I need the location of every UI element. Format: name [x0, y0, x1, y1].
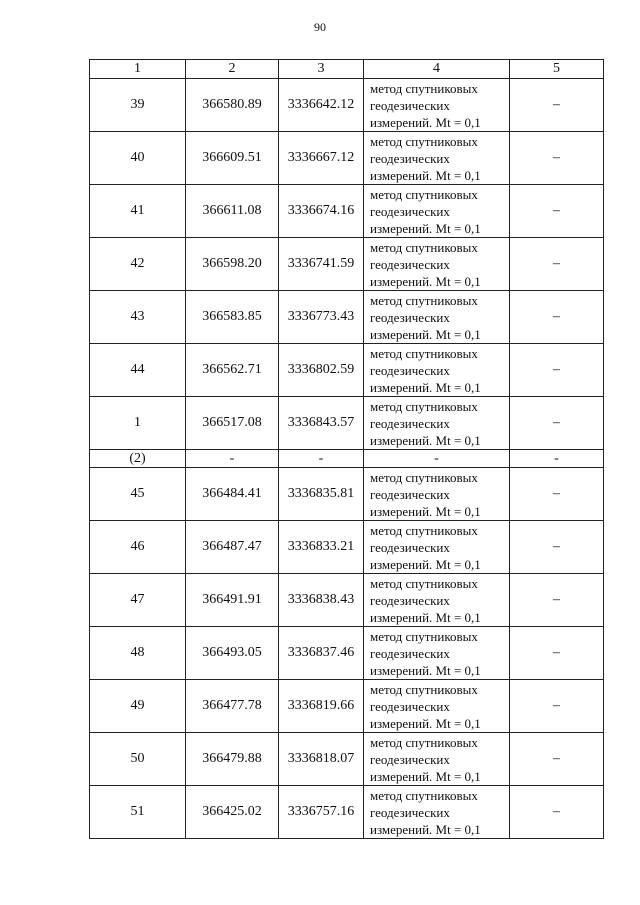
table-row — [90, 574, 604, 627]
coordinates-table — [89, 59, 604, 839]
column-5-cell: – — [510, 344, 604, 397]
method-text-line: метод спутниковых — [370, 133, 478, 149]
x-coordinate-cell: 366487.47 — [186, 521, 279, 574]
header-col-3: 3 — [279, 60, 364, 79]
table-body — [90, 79, 604, 839]
y-coordinate-cell: 3336802.59 — [279, 344, 364, 397]
x-coordinate-cell: 366609.51 — [186, 132, 279, 185]
method-text-line: измерений. Mt = 0,1 — [370, 662, 481, 678]
y-coordinate-cell: 3336674.16 — [279, 185, 364, 238]
point-number-cell: 45 — [90, 468, 186, 521]
column-5-cell: – — [510, 185, 604, 238]
column-5-cell: – — [510, 397, 604, 450]
method-text-line: измерений. Mt = 0,1 — [370, 821, 481, 837]
point-number-cell: 39 — [90, 79, 186, 132]
method-text-line: измерений. Mt = 0,1 — [370, 326, 481, 342]
method-text-line: измерений. Mt = 0,1 — [370, 715, 481, 731]
method-text-line: геодезических — [370, 486, 450, 502]
column-5-cell: – — [510, 786, 604, 839]
method-text-line: измерений. Mt = 0,1 — [370, 167, 481, 183]
method-cell — [364, 574, 510, 627]
method-text-line: измерений. Mt = 0,1 — [370, 220, 481, 236]
y-coordinate-cell: 3336818.07 — [279, 733, 364, 786]
method-text-line: метод спутниковых — [370, 292, 478, 308]
table-row — [90, 680, 604, 733]
y-coordinate-cell: 3336642.12 — [279, 79, 364, 132]
method-text-line: геодезических — [370, 203, 450, 219]
x-coordinate-cell: 366598.20 — [186, 238, 279, 291]
point-number-cell: 48 — [90, 627, 186, 680]
page-number: 90 — [314, 20, 326, 34]
table-row — [90, 79, 604, 132]
point-number-cell: (2) — [90, 450, 186, 468]
y-coordinate-cell: 3336837.46 — [279, 627, 364, 680]
point-number-cell: 1 — [90, 397, 186, 450]
method-cell: - — [364, 450, 510, 468]
column-5-cell: – — [510, 574, 604, 627]
point-number-cell: 46 — [90, 521, 186, 574]
table-row — [90, 238, 604, 291]
method-text-line: метод спутниковых — [370, 186, 478, 202]
table-row — [90, 132, 604, 185]
method-cell — [364, 680, 510, 733]
column-5-cell: – — [510, 627, 604, 680]
header-col-5: 5 — [510, 60, 604, 79]
point-number-cell: 41 — [90, 185, 186, 238]
method-cell — [364, 291, 510, 344]
column-5-cell: – — [510, 468, 604, 521]
method-text-line: метод спутниковых — [370, 628, 478, 644]
method-text-line: метод спутниковых — [370, 681, 478, 697]
y-coordinate-cell: 3336819.66 — [279, 680, 364, 733]
method-text-line: метод спутниковых — [370, 469, 478, 485]
method-cell — [364, 468, 510, 521]
method-text-line: измерений. Mt = 0,1 — [370, 556, 481, 572]
method-cell — [364, 397, 510, 450]
method-cell — [364, 627, 510, 680]
point-number-cell: 42 — [90, 238, 186, 291]
method-text-line: метод спутниковых — [370, 787, 478, 803]
y-coordinate-cell: 3336667.12 — [279, 132, 364, 185]
x-coordinate-cell: 366484.41 — [186, 468, 279, 521]
method-text-line: измерений. Mt = 0,1 — [370, 273, 481, 289]
point-number-cell: 44 — [90, 344, 186, 397]
method-cell — [364, 786, 510, 839]
method-cell — [364, 521, 510, 574]
method-text-line: метод спутниковых — [370, 398, 478, 414]
x-coordinate-cell: - — [186, 450, 279, 468]
table-row — [90, 344, 604, 397]
method-text-line: метод спутниковых — [370, 345, 478, 361]
method-cell — [364, 238, 510, 291]
x-coordinate-cell: 366425.02 — [186, 786, 279, 839]
method-text-line: геодезических — [370, 645, 450, 661]
y-coordinate-cell: 3336773.43 — [279, 291, 364, 344]
method-cell — [364, 344, 510, 397]
point-number-cell: 47 — [90, 574, 186, 627]
table-row — [90, 397, 604, 450]
table-row — [90, 291, 604, 344]
method-cell — [364, 79, 510, 132]
x-coordinate-cell: 366611.08 — [186, 185, 279, 238]
method-text-line: геодезических — [370, 415, 450, 431]
header-col-2: 2 — [186, 60, 279, 79]
method-cell — [364, 185, 510, 238]
method-cell — [364, 733, 510, 786]
column-5-cell: – — [510, 680, 604, 733]
table-row — [90, 733, 604, 786]
x-coordinate-cell: 366580.89 — [186, 79, 279, 132]
y-coordinate-cell: - — [279, 450, 364, 468]
point-number-cell: 50 — [90, 733, 186, 786]
column-5-cell: - — [510, 450, 604, 468]
column-5-cell: – — [510, 132, 604, 185]
method-text-line: геодезических — [370, 309, 450, 325]
x-coordinate-cell: 366583.85 — [186, 291, 279, 344]
method-text-line: геодезических — [370, 362, 450, 378]
table-separator-row — [90, 450, 604, 468]
y-coordinate-cell: 3336757.16 — [279, 786, 364, 839]
table-header-row — [90, 60, 604, 79]
point-number-cell: 40 — [90, 132, 186, 185]
method-cell — [364, 132, 510, 185]
column-5-cell: – — [510, 238, 604, 291]
method-text-line: измерений. Mt = 0,1 — [370, 379, 481, 395]
method-text-line: геодезических — [370, 97, 450, 113]
method-text-line: метод спутниковых — [370, 522, 478, 538]
method-text-line: измерений. Mt = 0,1 — [370, 609, 481, 625]
y-coordinate-cell: 3336835.81 — [279, 468, 364, 521]
column-5-cell: – — [510, 291, 604, 344]
x-coordinate-cell: 366562.71 — [186, 344, 279, 397]
point-number-cell: 43 — [90, 291, 186, 344]
method-text-line: геодезических — [370, 804, 450, 820]
y-coordinate-cell: 3336741.59 — [279, 238, 364, 291]
method-text-line: геодезических — [370, 150, 450, 166]
x-coordinate-cell: 366491.91 — [186, 574, 279, 627]
method-text-line: геодезических — [370, 256, 450, 272]
x-coordinate-cell: 366517.08 — [186, 397, 279, 450]
table-row — [90, 786, 604, 839]
table-row — [90, 627, 604, 680]
method-text-line: метод спутниковых — [370, 80, 478, 96]
y-coordinate-cell: 3336833.21 — [279, 521, 364, 574]
method-text-line: измерений. Mt = 0,1 — [370, 432, 481, 448]
x-coordinate-cell: 366477.78 — [186, 680, 279, 733]
point-number-cell: 51 — [90, 786, 186, 839]
header-col-1: 1 — [90, 60, 186, 79]
table-row — [90, 185, 604, 238]
method-text-line: геодезических — [370, 592, 450, 608]
column-5-cell: – — [510, 733, 604, 786]
column-5-cell: – — [510, 521, 604, 574]
column-5-cell: – — [510, 79, 604, 132]
point-number-cell: 49 — [90, 680, 186, 733]
x-coordinate-cell: 366479.88 — [186, 733, 279, 786]
method-text-line: метод спутниковых — [370, 575, 478, 591]
method-text-line: метод спутниковых — [370, 239, 478, 255]
x-coordinate-cell: 366493.05 — [186, 627, 279, 680]
method-text-line: геодезических — [370, 539, 450, 555]
method-text-line: метод спутниковых — [370, 734, 478, 750]
method-text-line: измерений. Mt = 0,1 — [370, 768, 481, 784]
table-row — [90, 521, 604, 574]
header-col-4: 4 — [364, 60, 510, 79]
y-coordinate-cell: 3336838.43 — [279, 574, 364, 627]
method-text-line: измерений. Mt = 0,1 — [370, 503, 481, 519]
table-row — [90, 468, 604, 521]
y-coordinate-cell: 3336843.57 — [279, 397, 364, 450]
method-text-line: измерений. Mt = 0,1 — [370, 114, 481, 130]
method-text-line: геодезических — [370, 698, 450, 714]
method-text-line: геодезических — [370, 751, 450, 767]
